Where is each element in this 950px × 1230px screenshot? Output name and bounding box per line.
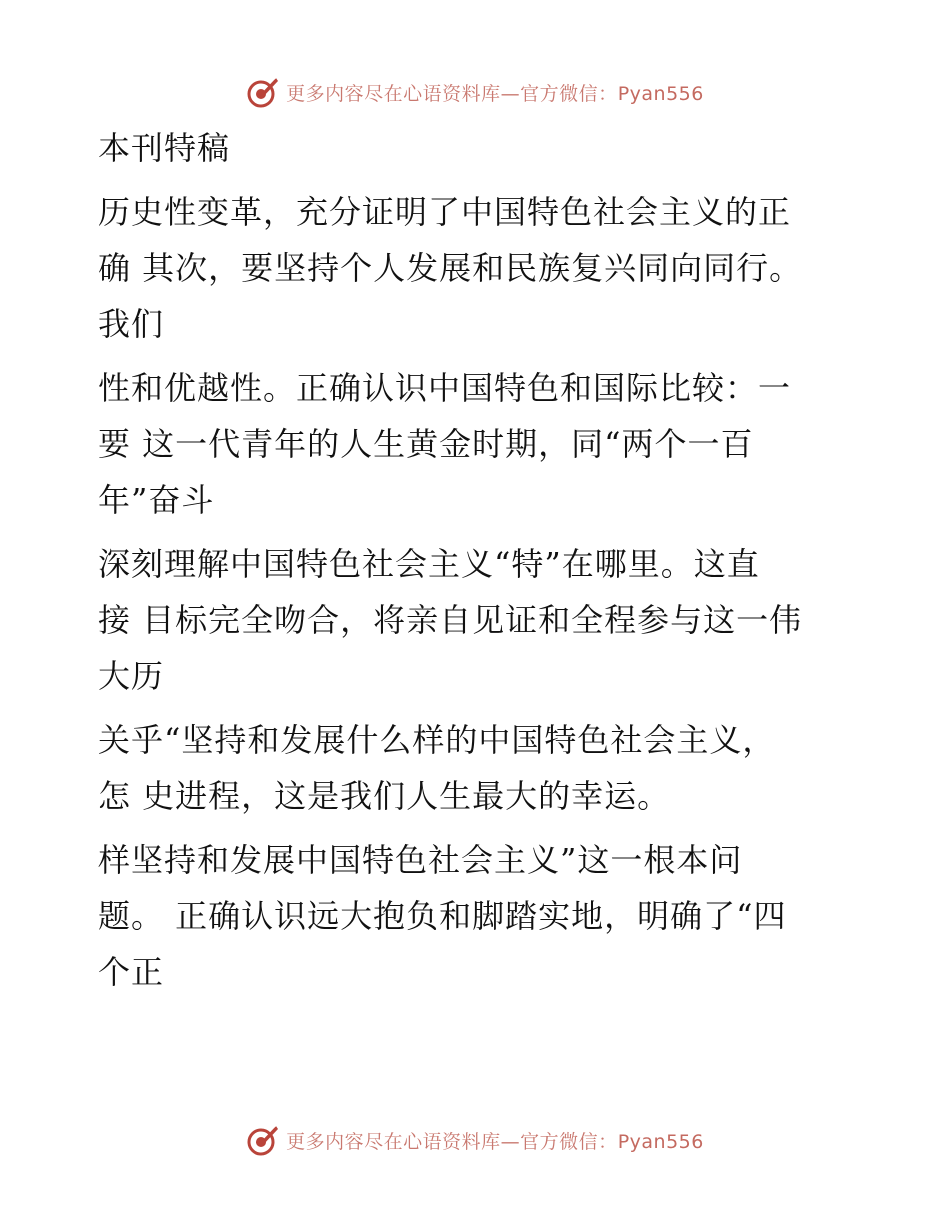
- document-body: [98, 120, 838, 1000]
- paragraph: [98, 536, 838, 704]
- text-line: 怎 史进程，这是我们人生最大的幸运。: [98, 777, 671, 815]
- text-line: 深刻理解中国特色社会主义“特”在哪里。这直: [98, 545, 760, 583]
- text-line: 样坚持和发展中国特色社会主义”这一根本问: [98, 841, 743, 879]
- header-watermark-banner: [0, 70, 950, 114]
- text-line: 我们: [98, 305, 165, 343]
- text-line: 年”奋斗: [98, 481, 215, 519]
- header-watermark-text: 更多内容尽在心语资料库—官方微信：Pyan556: [286, 82, 704, 105]
- quill-pen-logo-icon: [246, 1123, 280, 1157]
- text-line: 确 其次，要坚持个人发展和民族复兴同向同行。: [98, 249, 803, 287]
- footer-watermark-banner: [0, 1118, 950, 1162]
- text-line: 关乎“坚持和发展什么样的中国特色社会主义，: [98, 721, 776, 759]
- text-line: 性和优越性。正确认识中国特色和国际比较：一: [98, 369, 792, 407]
- text-line: 题。 正确认识远大抱负和脚踏实地，明确了“四: [98, 897, 787, 935]
- footer-watermark-text: 更多内容尽在心语资料库—官方微信：Pyan556: [286, 1130, 704, 1153]
- text-line: 个正: [98, 953, 165, 991]
- paragraph: [98, 184, 838, 352]
- text-line: 大历: [98, 657, 165, 695]
- paragraph: [98, 832, 838, 1000]
- paragraph-title: [98, 120, 838, 176]
- text-line: 要 这一代青年的人生黄金时期，同“两个一百: [98, 425, 754, 463]
- text-line: 历史性变革，充分证明了中国特色社会主义的正: [98, 193, 792, 231]
- quill-pen-logo-icon: [246, 75, 280, 109]
- paragraph: [98, 712, 838, 824]
- paragraph: [98, 360, 838, 528]
- text-line: 本刊特稿: [98, 129, 231, 167]
- text-line: 接 目标完全吻合，将亲自见证和全程参与这一伟: [98, 601, 803, 639]
